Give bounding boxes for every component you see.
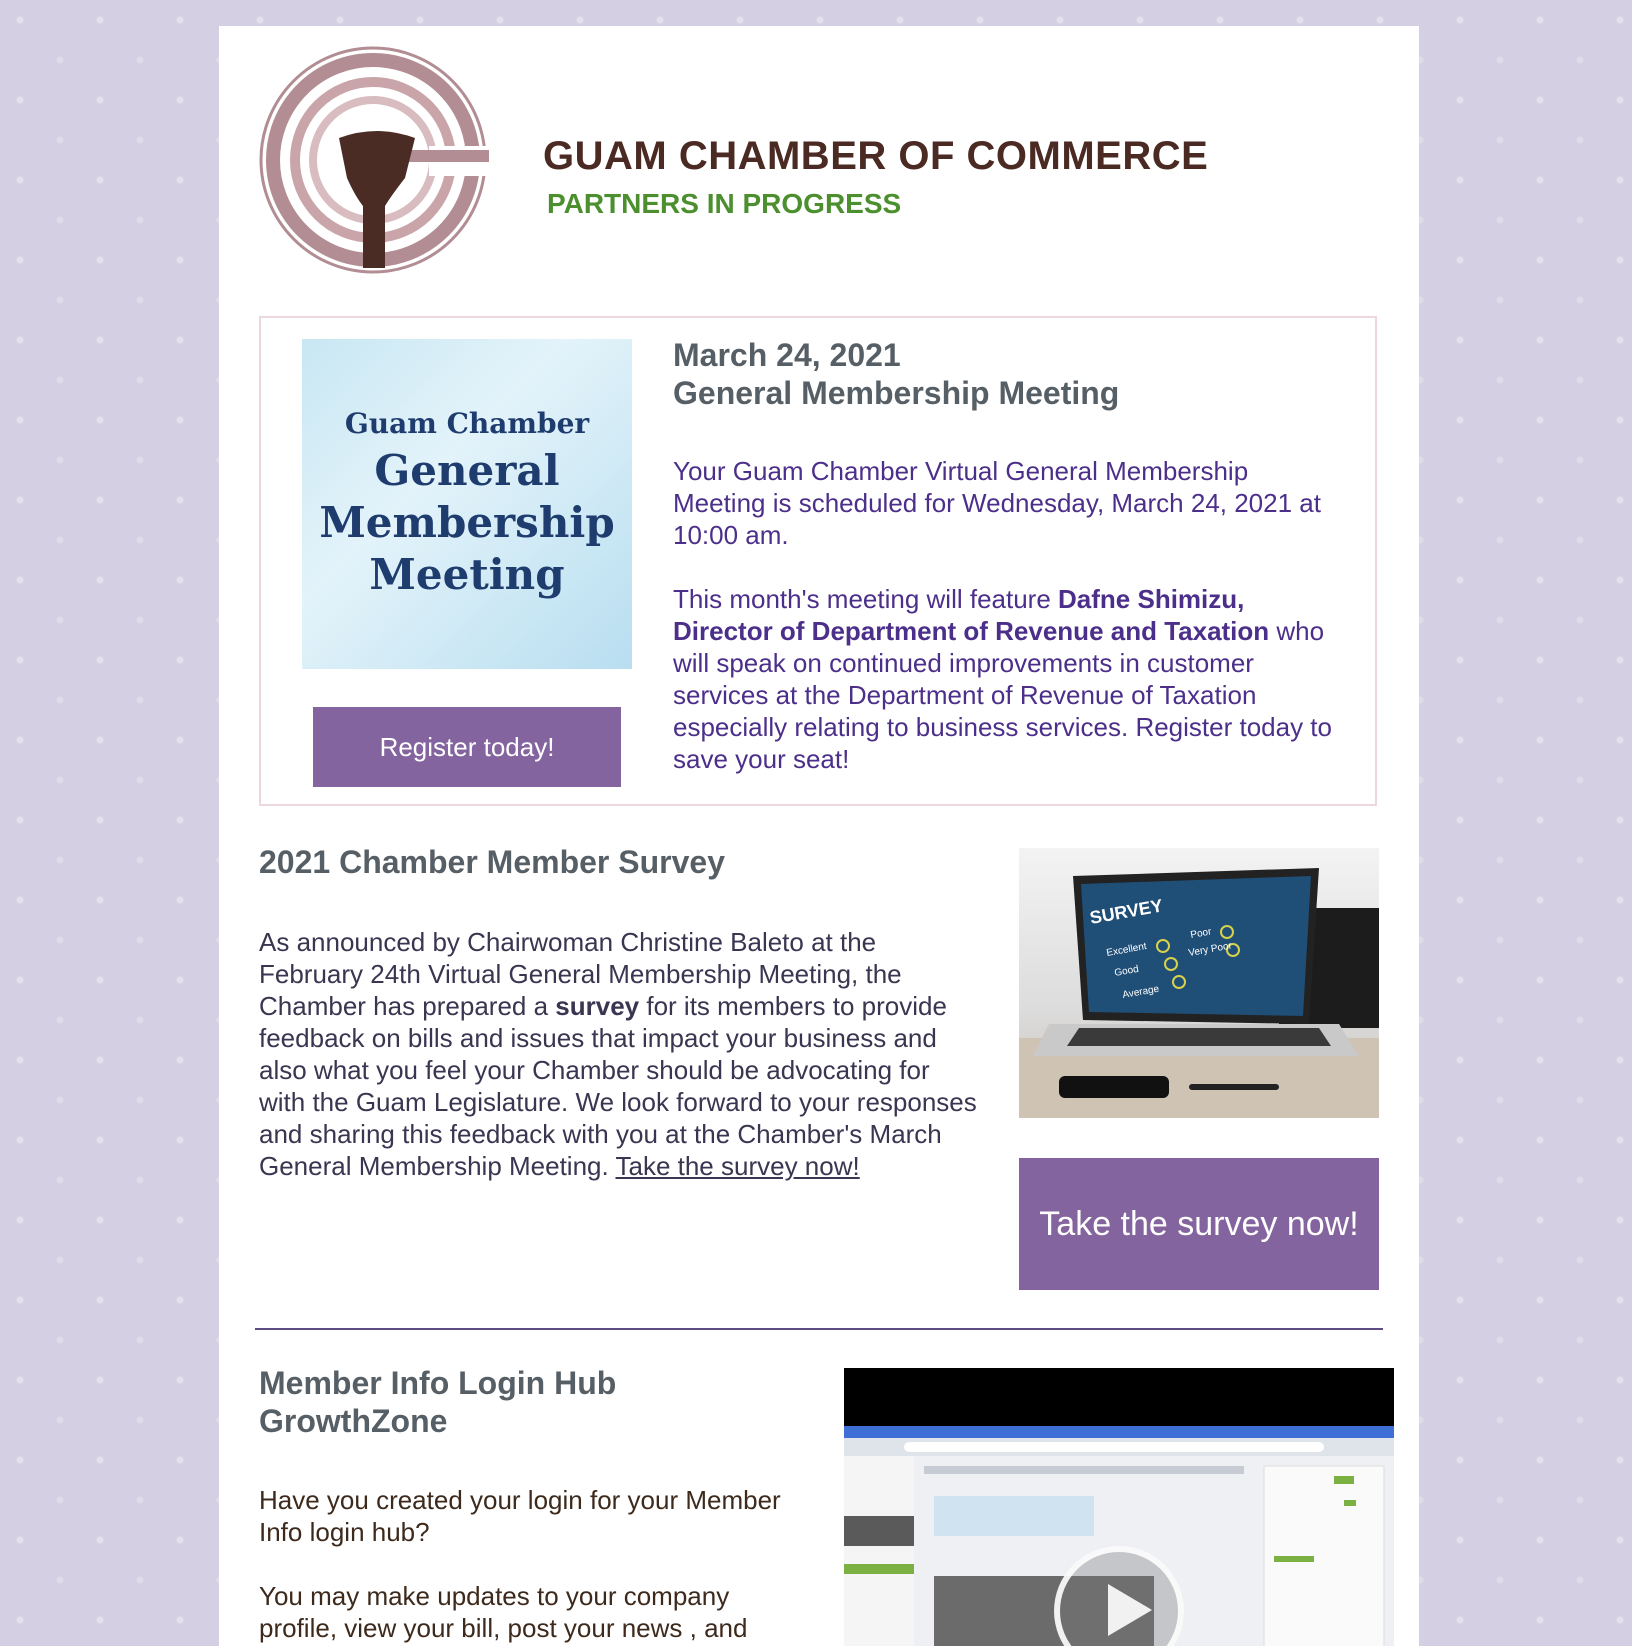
meeting-section: [259, 316, 1377, 806]
survey-text-body: for its members to provide feedback on bills and issues that impact your business and also what you feel your Chamber should be advocating for with the Guam Legislature. We look forward to your responses and sharing this feedback with you at the Chamber's March General Membership Meeting.: [259, 991, 977, 1181]
hub-para-1: Have you created your login for your Member Info login hub?: [259, 1485, 781, 1547]
survey-text-intro: As announced by Chairwoman Christine Baleto at the February 24th Virtual General Membership Meeting, the Chamber has prepared a: [259, 927, 902, 1021]
survey-bold-word: survey: [555, 991, 640, 1021]
survey-laptop-image[interactable]: [1019, 848, 1379, 1118]
take-survey-button[interactable]: Take the survey now!: [1019, 1158, 1379, 1290]
newsletter-card: [219, 26, 1419, 1646]
laptop-illustration: [1019, 848, 1379, 1118]
chamber-logo: [259, 46, 1219, 286]
brand-tagline: PARTNERS IN PROGRESS: [547, 188, 902, 219]
register-button[interactable]: Register today!: [313, 707, 621, 787]
hub-para-2: You may make updates to your company profile, view your bill, post your news , and: [259, 1581, 748, 1643]
section-divider: [255, 1328, 1383, 1330]
chamber-emblem-icon: [259, 46, 499, 286]
video-thumbnail: [844, 1426, 1394, 1646]
growthzone-video[interactable]: [844, 1368, 1394, 1646]
survey-screen-word: SURVEY: [1088, 895, 1165, 928]
option-excellent: Excellent: [1105, 941, 1148, 959]
meeting-banner-image[interactable]: [302, 339, 632, 669]
survey-link[interactable]: Take the survey now!: [615, 1151, 860, 1181]
speaker-name: Dafne Shimizu, Director of Department of Revenue and Taxation: [673, 584, 1270, 646]
hub-title: Member Info Login Hub GrowthZone: [259, 1365, 617, 1439]
banner-line-4: Meeting: [369, 550, 565, 599]
option-poor: Poor: [1189, 926, 1213, 941]
option-average: Average: [1121, 983, 1161, 1001]
meeting-schedule-text: Your Guam Chamber Virtual General Membership Meeting is scheduled for Wednesday, March 24, 2021 at 10:00 am.: [673, 456, 1321, 550]
brand-name: GUAM CHAMBER OF COMMERCE: [543, 134, 1209, 178]
survey-text: [259, 926, 979, 1182]
banner-line-2: General: [374, 446, 560, 495]
meeting-title: General Membership Meeting: [673, 375, 1120, 411]
banner-heading: [302, 445, 632, 601]
banner-line-3: Membership: [319, 498, 615, 547]
speaker-topic: who will speak on continued improvements in customer services at the Department of Revenue of Taxation especially relating to business services. Register today to save your seat!: [673, 616, 1332, 774]
survey-title: 2021 Chamber Member Survey: [259, 844, 725, 880]
hub-text: [259, 1484, 799, 1646]
speaker-intro: This month's meeting will feature: [673, 584, 1059, 614]
option-good: Good: [1113, 963, 1140, 979]
meeting-date: March 24, 2021: [673, 337, 901, 373]
option-very-poor: Very Poor: [1187, 940, 1233, 959]
meeting-details: [673, 336, 1343, 775]
meeting-speaker-text: [673, 583, 1343, 775]
banner-line-1: Guam Chamber: [344, 407, 590, 440]
